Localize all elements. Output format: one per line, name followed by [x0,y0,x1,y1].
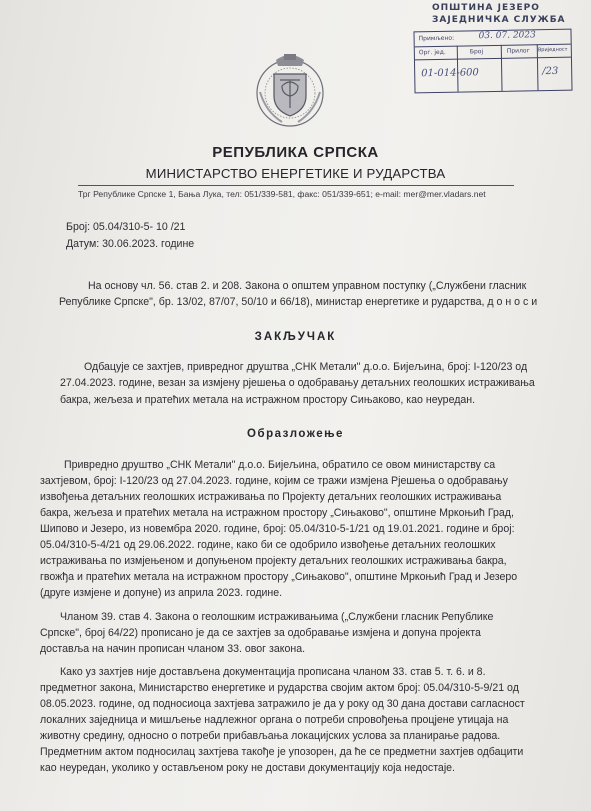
reasoning-line: Шипово и Језеро, из новембра 2020. године, број: 05.04/310-5-1/21 од 19.01.2021. године и број: [40,523,515,535]
preamble-line: Републике Српске", бр. 13/02, 87/07, 50/10 и 66/18), министар енергетике и рударства, д о н о с и [59,296,538,308]
document-number: Број: 05.04/310-5- 10 /21 [66,221,186,233]
preamble-line: На основу чл. 56. став 2. и 208. Закона о општем управном поступку („Службени гласник [88,280,527,292]
stamp-received-date: 03. 07. 2023 [478,30,536,42]
conclusion-line: бакра, жељеза и пратећих метала на истражном простору Сињаково, као неуредан. [60,394,476,406]
stamp-received-label: Примљено: [418,34,455,43]
header-ministry: МИНИСТАРСТВО ЕНЕРГЕТИКЕ И РУДАРСТВА [145,166,446,181]
conclusion-line: Одбацује се захтјев, привредног друштва „СНК Метали" д.о.о. Бијељина, број: I-120/23 од [84,361,528,373]
stamp-handwritten-suffix: /23 [542,65,559,78]
reasoning-line: предметног закона, Министарство енергетике и рударства својим актом број: 05.04/310-5-9/21 од [40,682,519,694]
reasoning-line: (друге измјене и допуне) из априла 2023. године. [40,587,283,599]
reasoning-line: као неуредан, уколико у остављеном року не достави документацију која недостаје. [40,762,456,774]
reasoning-line: Како уз захтјев није достављена документација прописана чланом 33. став 5. т. 6. и 8. [60,666,486,678]
reasoning-line: животну средину, односно о потреби прибављања локацијских услова за планирање радова. [40,730,501,742]
stamp-line-municipality: ОПШТИНА ЈЕЗЕРО [432,3,540,13]
stamp-line-service: ЗАЈЕДНИЧКА СЛУЖБА [432,15,566,25]
reasoning-line: Предметним актом подносилац захтјева такође је упозорен, да ће се предметни захтјев одбацити [40,746,524,758]
reasoning-line: гвожђа и пратећих метала на истражном простору „Сињаково", општине Мркоњић Град и Језеро [40,571,518,583]
stamp-handwritten-number: 01-014-600 [421,67,479,80]
header-divider [78,185,514,186]
reasoning-line: Привредно друштво „СНК Метали" д.о.о. Бијељина, обратило се овом министарству са [64,459,496,471]
reasoning-line: 05.04/310-5-4/21 од 29.06.2022. године, како би се одобрило извођење детаљних геолошких [40,539,496,551]
reasoning-line: доставља на начин прописан чланом 33. овог закона. [40,643,306,655]
conclusion-title: ЗАКЉУЧАК [254,331,337,343]
reasoning-line: Чланом 39. став 4. Закона о геолошким истраживањима („Службени гласник Републике [60,611,494,623]
reasoning-line: захтјевом, број: I-120/23 од 27.04.2023. године, којим се тражи измјена Рјешења о одобравању [40,475,508,487]
reasoning-line: локалних заједница и мишљење надлежног органа о потреби спровођења процјене утицаја на [40,714,509,726]
header-republic: РЕПУБЛИКА СРПСКА [212,144,379,161]
stamp-attach-label: Прилог [506,47,530,55]
reasoning-title: Образложење [247,428,344,440]
conclusion-line: 27.04.2023. године, везан за измјену рјешења о одобравању детаљних геолошких истраживања [60,377,535,389]
header-contact: Трг Републике Српске 1, Бања Лука, тел: 051/339-581, факс: 051/339-651; e-mail: mer@mer.vladars.net [78,189,486,199]
reasoning-line: истраживања по измјењеном и допуњеном пројекту детаљних геолошких истраживања бакра, [40,555,507,567]
document-date: Датум: 30.06.2023. године [66,238,195,250]
reasoning-line: Српске", број 64/22) прописано је да се захтјев за одобравање измјена и допуна пројекта [40,627,481,639]
stamp-value-label: Вриједност [537,46,568,54]
coat-of-arms-seal-icon [252,52,328,130]
reasoning-line: бакра, жељеза и пратећих метала на истражном простору „Сињаково", општине Мркоњић Град, [40,507,514,519]
stamp-org-label: Орг. јед. [418,48,446,57]
receipt-stamp [413,29,572,94]
reasoning-line: извођења детаљних геолошких истраживања по Пројекту детаљних геолошких истраживања [40,491,502,503]
reasoning-line: 08.05.2023. године, од подносиоца захтјева затражило је да у року од 30 дана достави сагласност [40,698,525,710]
stamp-number-label: Број [469,48,484,56]
